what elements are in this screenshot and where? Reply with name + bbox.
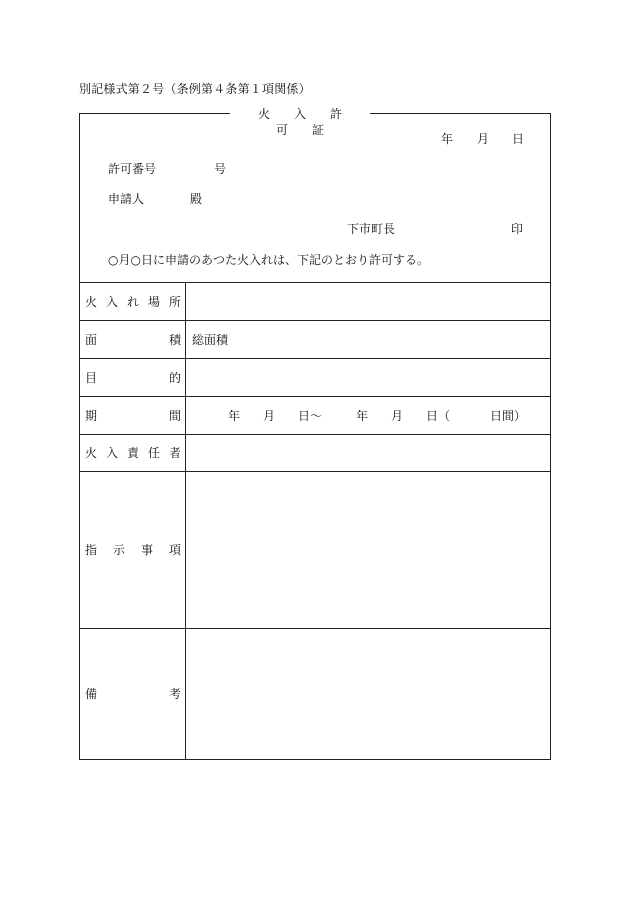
applicant-label: 申請人 [108,192,145,206]
divider [79,434,551,435]
responsible-person-label: 火 入 責 任 者 [85,446,181,460]
area-label: 面 積 [85,333,181,347]
permit-form-frame [79,113,551,760]
period-end-day: 日（ [426,409,451,423]
period-start-month: 月 [263,409,276,423]
period-start-year: 年 [228,409,241,423]
period-end-month: 月 [391,409,404,423]
purpose-label: 目 的 [85,371,181,385]
form-number: 別記様式第２号（条例第４条第１項関係） [79,82,311,96]
divider [79,396,551,397]
label-column-divider [185,282,186,759]
permit-number-suffix: 号 [214,162,227,176]
date-month-label: 月 [477,132,490,146]
area-field[interactable]: 総面積 [192,333,229,347]
applicant-honorific: 殿 [190,192,203,206]
permit-number-label: 許可番号 [108,162,157,176]
period-end-year: 年 [356,409,369,423]
divider [79,358,551,359]
divider [79,282,551,283]
period-label: 期 間 [85,409,181,423]
divider [79,628,551,629]
period-days: 日間） [490,409,527,423]
date-year-label: 年 [441,132,454,146]
divider [79,471,551,472]
location-label: 火 入 れ 場 所 [85,295,181,309]
permit-statement: ○月○日に申請のあつた火入れは、下記のとおり許可する。 [108,253,429,267]
date-day-label: 日 [512,132,525,146]
divider [79,320,551,321]
issuer-name: 下市町長 [347,222,396,236]
instructions-label: 指 示 事 項 [85,543,181,557]
seal-mark: 印 [511,222,524,236]
remarks-label: 備 考 [85,687,181,701]
document-title: 火入許可証 [230,106,370,122]
period-start-day: 日～ [298,409,323,423]
